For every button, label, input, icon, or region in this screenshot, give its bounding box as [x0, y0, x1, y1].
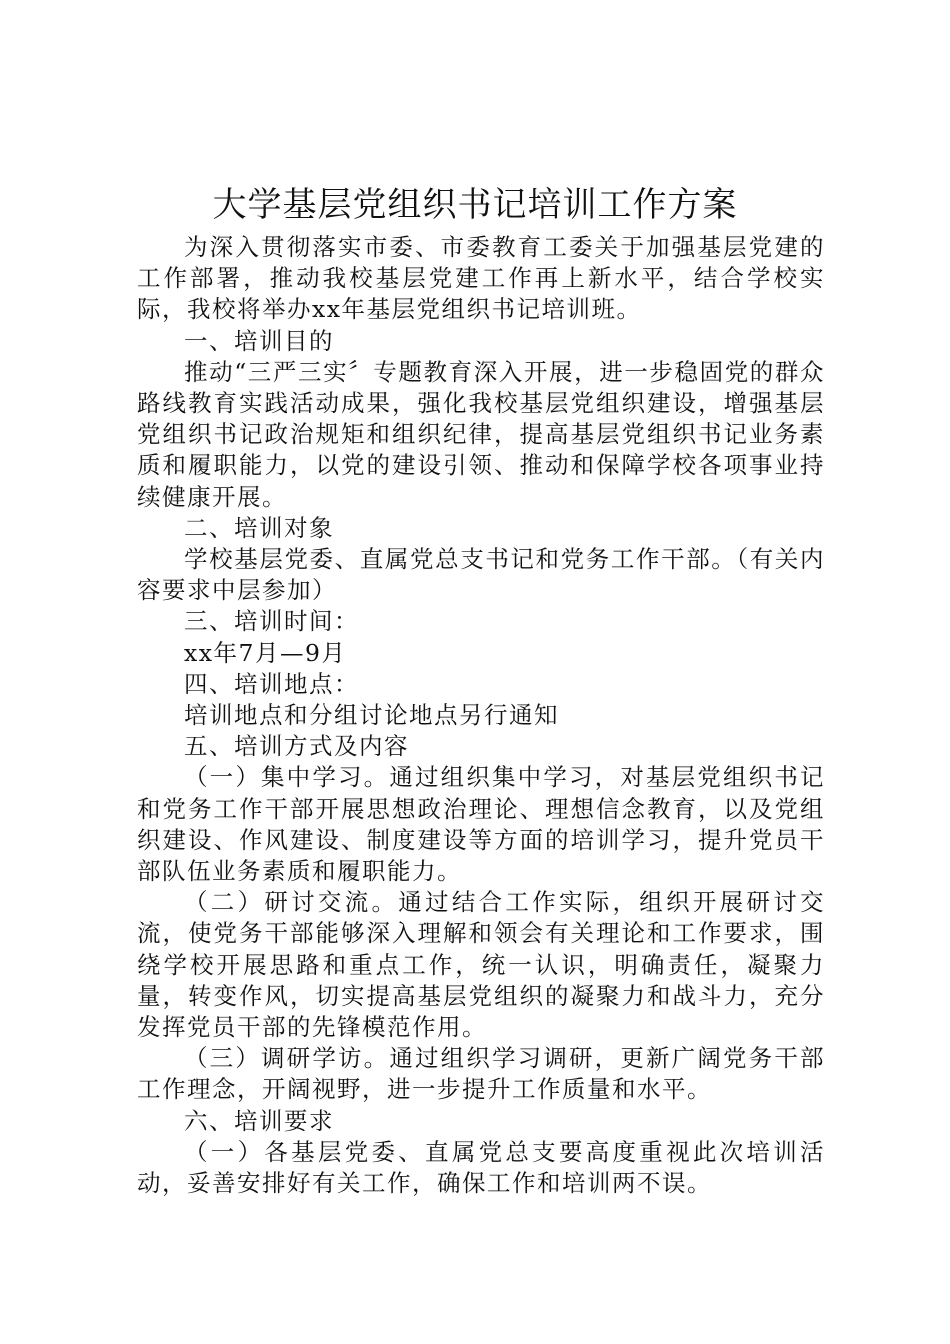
- method-paragraph-2: （二）研讨交流。通过结合工作实际，组织开展研讨交流，使党务干部能够深入理解和领会有关理论和工作要求，围绕学校开展思路和重点工作，统一认识，明确责任，凝聚力量，转变作风，切实提高基层党组织的凝聚力和战斗力，充分发挥党员干部的先锋模范作用。: [137, 888, 825, 1042]
- method-paragraph-1: （一）集中学习。通过组织集中学习，对基层党组织书记和党务工作干部开展思想政治理论、理想信念教育，以及党组织建设、作风建设、制度建设等方面的培训学习，提升党员干部队伍业务素质和履职能力。: [137, 763, 825, 886]
- intro-paragraph: 为深入贯彻落实市委、市委教育工委关于加强基层党建的工作部署，推动我校基层党建工作再上新水平，结合学校实际，我校将举办xx年基层党组织书记培训班。: [137, 233, 825, 324]
- location-paragraph: 培训地点和分组讨论地点另行通知: [184, 701, 559, 730]
- method-paragraph-3: （三）调研学访。通过组织学习调研，更新广阔党务干部工作理念，开阔视野，进一步提升工作质量和水平。: [137, 1044, 825, 1104]
- purpose-paragraph: 推动“三严三实〞专题教育深入开展，进一步稳固党的群众路线教育实践活动成果，强化我校基层党组织建设，增强基层党组织书记政治规矩和组织纪律，提高基层党组织书记业务素质和履职能力，以党的建设引领、推动和保障学校各项事业持续健康开展。: [137, 357, 825, 511]
- targets-paragraph: 学校基层党委、直属党总支书记和党务工作干部。（有关内容要求中层参加）: [137, 545, 825, 605]
- section-heading-methods: 五、培训方式及内容: [184, 732, 409, 761]
- section-heading-time: 三、培训时间：: [184, 607, 359, 636]
- section-heading-targets: 二、培训对象: [184, 513, 334, 542]
- section-heading-requirements: 六、培训要求: [184, 1106, 334, 1135]
- requirement-paragraph-1: （一）各基层党委、直属党总支要高度重视此次培训活动，妥善安排好有关工作，确保工作和培训两不误。: [137, 1137, 825, 1198]
- time-paragraph: xx年7月—9月: [184, 638, 347, 667]
- section-heading-purpose: 一、培训目的: [184, 326, 334, 355]
- section-heading-location: 四、培训地点：: [184, 669, 359, 698]
- document-title: 大学基层党组织书记培训工作方案: [212, 185, 738, 225]
- document-body: [137, 232, 825, 1199]
